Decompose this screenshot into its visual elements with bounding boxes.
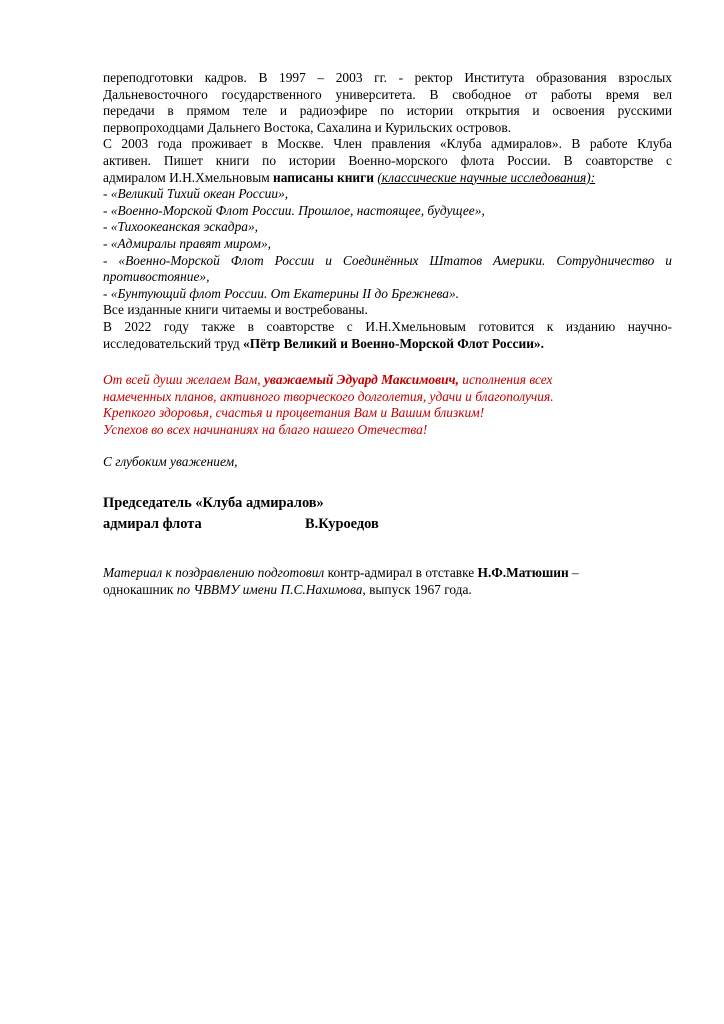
book-item: - «Великий Тихий океан России»,	[103, 186, 289, 202]
book-item: - «Адмиралы правят миром»,	[103, 235, 272, 251]
school-name: по ЧВВМУ имени П.С.Нахимова	[176, 581, 363, 597]
bio-paragraph-3	[103, 319, 672, 352]
footer-text: –	[568, 565, 579, 581]
document-body	[103, 70, 672, 598]
greeting-text: От всей души желаем Вам,	[103, 372, 264, 388]
footer-line	[103, 582, 672, 599]
footer-text: Материал к поздравлению подготовил	[103, 565, 325, 581]
signature-block	[103, 493, 672, 535]
book-item-continued: противостояние»,	[103, 269, 210, 285]
spacer	[103, 535, 672, 565]
bio-p2-line	[103, 170, 672, 187]
books-list	[103, 186, 672, 302]
bio-paragraph-2	[103, 136, 672, 186]
books-written-label: написаны книги	[273, 169, 374, 185]
signature-rank-line	[103, 514, 672, 535]
book-item: - «Тихоокеанская эскадра»,	[103, 219, 259, 235]
bio-p2-line: активен. Пишет книги по истории Военно-морского флота России. В соавторстве с	[103, 152, 672, 168]
author-name: Н.Ф.Матюшин	[477, 565, 569, 581]
greeting-line: намеченных планов, активного творческого долголетия, удачи и благополучия.	[103, 388, 554, 404]
greeting-text: исполнения всех	[458, 372, 553, 388]
signature-name: В.Куроедов	[305, 516, 379, 533]
footer-text: , выпуск 1967 года.	[362, 581, 472, 597]
signature-title: Председатель «Клуба адмиралов»	[103, 495, 324, 512]
bio-p1-line: первопроходцами Дальнего Востока, Сахалина и Курильских островов.	[103, 119, 512, 135]
book-item: - «Военно-Морской Флот России. Прошлое, настоящее, будущее»,	[103, 202, 485, 218]
bio-p3-line	[103, 336, 672, 353]
bio-p1-line: переподготовки кадров. В 1997 – 2003 гг. - ректор Института образования взрослых	[103, 70, 672, 85]
addressee-name: уважаемый Эдуард Максимович,	[263, 372, 459, 388]
bio-paragraph-1	[103, 70, 672, 136]
closing-phrase: С глубоким уважением,	[103, 454, 238, 470]
bio-p1-line: передачи в прямом теле и радиоэфире по истории открытия и освоения русскими	[103, 103, 672, 119]
greeting-line: Крепкого здоровья, счастья и процветания Вам и Вашим близким!	[103, 405, 485, 421]
footer-line	[103, 565, 672, 582]
signature-rank: адмирал флота	[103, 516, 202, 533]
footer-note	[103, 565, 672, 598]
upcoming-book-title: «Пётр Великий и Военно-Морской Флот России».	[243, 335, 544, 351]
greeting-line: Успехов во всех начинаниях на благо нашего Отечества!	[103, 421, 428, 437]
book-item: - «Военно-Морской Флот России и Соединённых Штатов Америки. Сотрудничество и	[103, 252, 672, 268]
bio-p2-text: адмиралом И.Н.Хмельновым	[103, 169, 274, 185]
bio-p2-line: С 2003 года проживает в Москве. Член правления «Клуба адмиралов». В работе Клуба	[103, 136, 672, 152]
footer-text: контр-адмирал в отставке	[324, 565, 478, 581]
greeting-block	[103, 372, 672, 438]
spacer	[103, 438, 672, 454]
bio-p1-line: Дальневосточного государственного университета. В свободное от работы время вел	[103, 86, 672, 102]
bio-p3-line: В 2022 году также в соавторстве с И.Н.Хмельновым готовится к изданию научно-	[103, 318, 672, 334]
footer-text: однокашник	[103, 581, 177, 597]
classic-research-note: (классические научные исследования):	[377, 169, 596, 185]
bio-p3-text: исследовательский труд	[103, 335, 244, 351]
book-item: - «Бунтующий флот России. От Екатерины II до Брежнева».	[103, 285, 459, 301]
spacer	[103, 352, 672, 372]
spacer	[103, 471, 672, 493]
books-note: Все изданные книги читаемы и востребованы.	[103, 302, 368, 318]
greeting-line	[103, 372, 672, 389]
